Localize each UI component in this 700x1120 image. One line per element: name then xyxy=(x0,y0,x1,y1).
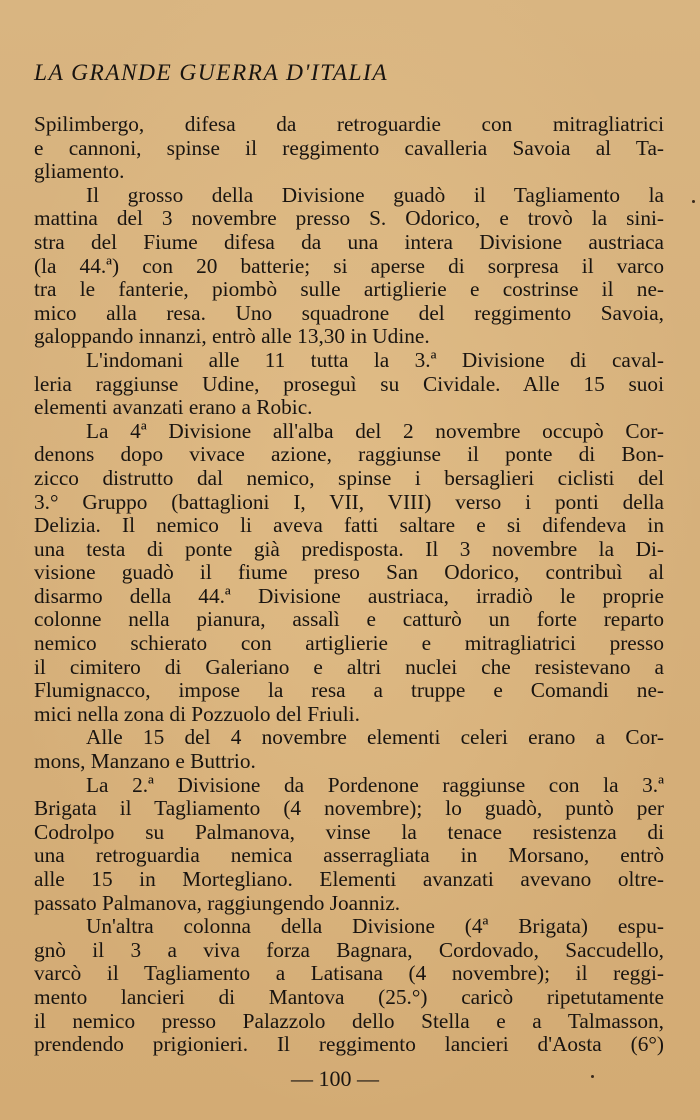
text-line: passato Palmanova, raggiungendo Joanniz. xyxy=(34,890,401,915)
text-line: Delizia. Il nemico li aveva fatti saltare e si difendeva in xyxy=(34,513,664,538)
text-line: disarmo della 44.ª Divisione austriaca, irradiò le proprie xyxy=(34,583,664,608)
text-line: tra le fanterie, piombò sulle artiglierie e costrinse il ne- xyxy=(34,277,664,302)
text-line: (la 44.ª) con 20 batterie; si aperse di sorpresa il varco xyxy=(34,253,664,278)
text-line: mici nella zona di Pozzuolo del Friuli. xyxy=(34,701,360,726)
text-line: una retroguardia nemica asserragliata in Morsano, entrò xyxy=(34,843,664,868)
text-line: nemico schierato con artiglierie e mitragliatrici presso xyxy=(34,631,664,656)
text-line: Spilimbergo, difesa da retroguardie con mitragliatrici xyxy=(34,112,664,136)
text-line: mattina del 3 novembre presso S. Odorico, e trovò la sini- xyxy=(34,206,664,231)
text-line: Alle 15 del 4 novembre elementi celeri erano a Cor- xyxy=(86,725,664,750)
text-line: il nemico presso Palazzolo dello Stella e a Talmasson, xyxy=(34,1008,664,1033)
text-line: La 2.ª Divisione da Pordenone raggiunse con la 3.ª xyxy=(86,772,664,797)
running-head: LA GRANDE GUERRA D'ITALIA xyxy=(34,60,388,86)
text-line: e cannoni, spinse il reggimento cavalleria Savoia al Ta- xyxy=(34,135,664,160)
text-line: Brigata il Tagliamento (4 novembre); lo guadò, puntò per xyxy=(34,796,664,821)
text-line: mons, Manzano e Buttrio. xyxy=(34,749,256,774)
text-line: stra del Fiume difesa da una intera Divisione austriaca xyxy=(34,229,664,254)
text-line: una testa di ponte già predisposta. Il 3 novembre la Di- xyxy=(34,536,664,561)
text-line: elementi avanzati erano a Robic. xyxy=(34,395,313,420)
text-line: gnò il 3 a viva forza Bagnara, Cordovado, Saccudello, xyxy=(34,937,664,962)
text-line: denons dopo vivace azione, raggiunse il ponte di Bon- xyxy=(34,442,664,467)
text-line: La 4ª Divisione all'alba del 2 novembre occupò Cor- xyxy=(86,418,664,443)
text-line: prendendo prigionieri. Il reggimento lancieri d'Aosta (6°) xyxy=(34,1032,664,1057)
text-line: mento lancieri di Mantova (25.°) caricò ripetutamente xyxy=(34,984,664,1009)
text-line: leria raggiunse Udine, proseguì su Cividale. Alle 15 suoi xyxy=(34,371,664,396)
text-line: zicco distrutto dal nemico, spinse i bersaglieri ciclisti del xyxy=(34,465,664,490)
print-speck xyxy=(692,200,695,203)
text-line: visione guadò il fiume preso San Odorico, contribuì al xyxy=(34,560,664,585)
print-speck xyxy=(591,1075,594,1078)
body-text xyxy=(34,113,664,1057)
text-line: galoppando innanzi, entrò alle 13,30 in Udine. xyxy=(34,324,430,349)
text-line: il cimitero di Galeriano e altri nuclei che resistevano a xyxy=(34,654,664,679)
text-line: Flumignacco, impose la resa a truppe e Comandi ne- xyxy=(34,678,664,703)
text-line: gliamento. xyxy=(34,159,125,184)
text-line: Il grosso della Divisione guadò il Tagliamento la xyxy=(86,182,664,207)
text-line: colonne nella pianura, assalì e catturò un forte reparto xyxy=(34,607,664,632)
text-line: Codrolpo su Palmanova, vinse la tenace resistenza di xyxy=(34,819,664,844)
text-line: L'indomani alle 11 tutta la 3.ª Divisione di caval- xyxy=(86,347,664,372)
page-number: — 100 — xyxy=(291,1066,379,1091)
text-line: 3.° Gruppo (battaglioni I, VII, VIII) verso i ponti della xyxy=(34,489,664,514)
text-line: alle 15 in Mortegliano. Elementi avanzati avevano oltre- xyxy=(34,867,664,891)
text-line: mico alla resa. Uno squadrone del reggimento Savoia, xyxy=(34,300,664,325)
text-line: Un'altra colonna della Divisione (4ª Brigata) espu- xyxy=(86,914,664,939)
text-line: varcò il Tagliamento a Latisana (4 novembre); il reggi- xyxy=(34,961,664,986)
